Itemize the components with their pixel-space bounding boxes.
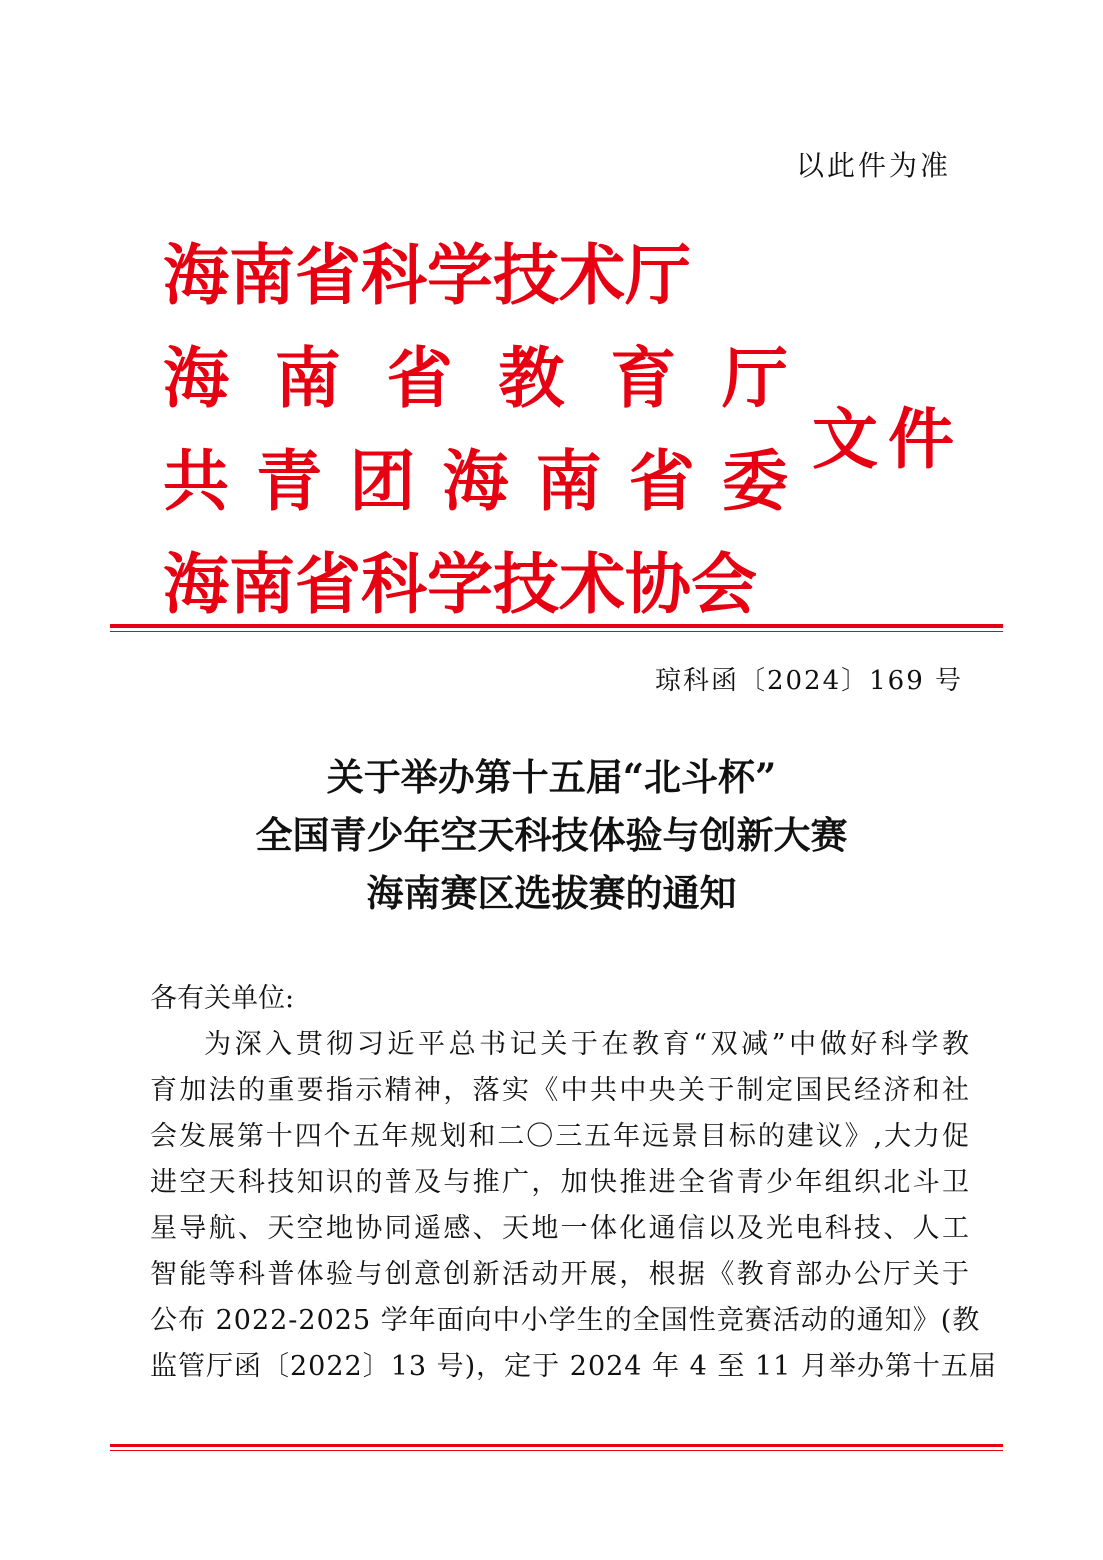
body-paragraph [150,1022,997,1390]
issuer-line-2 [163,327,788,430]
issuer-char: 育 [610,339,677,417]
body-line: 智能等科普体验与创意创新活动开展，根据《教育部办公厅关于 [150,1259,970,1290]
issuer-line-4: 海南省科学技术协会 [163,545,757,623]
issuer-char: 共 [163,442,229,520]
issuer-block [163,224,803,636]
body-line: 为深入贯彻习近平总书记关于在教育“双减”中做好科学教 [204,1029,970,1060]
salutation: 各有关单位: [150,983,295,1014]
title-line-1: 关于举办第十五届“北斗杯” [326,755,777,799]
issuer-char: 团 [349,442,416,520]
document-number: 琼科函〔2024〕169 号 [654,666,963,696]
body-line: 公布 2022-2025 学年面向中小学生的全国性竞赛活动的通知》(教 [150,1305,981,1336]
title-line-2: 全国青少年空天科技体验与创新大赛 [255,813,848,857]
issuer-char: 教 [498,339,565,417]
title-line-3: 海南赛区选拔赛的通知 [366,871,737,915]
issuer-char: 厅 [721,339,788,417]
issuer-line-3 [163,430,788,533]
issuer-char: 青 [256,442,323,520]
body-line: 进空天科技知识的普及与推广，加快推进全省青少年组织北斗卫 [150,1167,970,1198]
stamp-note: 以此件为准 [795,149,951,182]
footer-divider [110,1444,1003,1452]
issuer-char: 委 [721,442,788,520]
issuer-char: 省 [628,442,695,520]
header-divider [110,624,1003,632]
issuer-char: 海 [163,339,229,417]
body-line: 会发展第十四个五年规划和二〇三五年远景目标的建议》,大力促 [150,1121,970,1152]
body-line: 星导航、天空地协同遥感、天地一体化通信以及光电科技、人工 [150,1213,970,1244]
document-word: 文件 [812,400,964,478]
issuer-char: 南 [535,442,602,520]
issuer-char: 省 [386,339,453,417]
issuer-line-1: 海南省科学技术厅 [163,236,691,314]
document-title [0,748,1103,922]
issuer-char: 海 [442,442,509,520]
body-line: 监管厅函〔2022〕13 号)，定于 2024 年 4 至 11 月举办第十五届 [150,1351,997,1382]
body-line: 育加法的重要指示精神，落实《中共中央关于制定国民经济和社 [150,1075,970,1106]
issuer-char: 南 [274,339,341,417]
